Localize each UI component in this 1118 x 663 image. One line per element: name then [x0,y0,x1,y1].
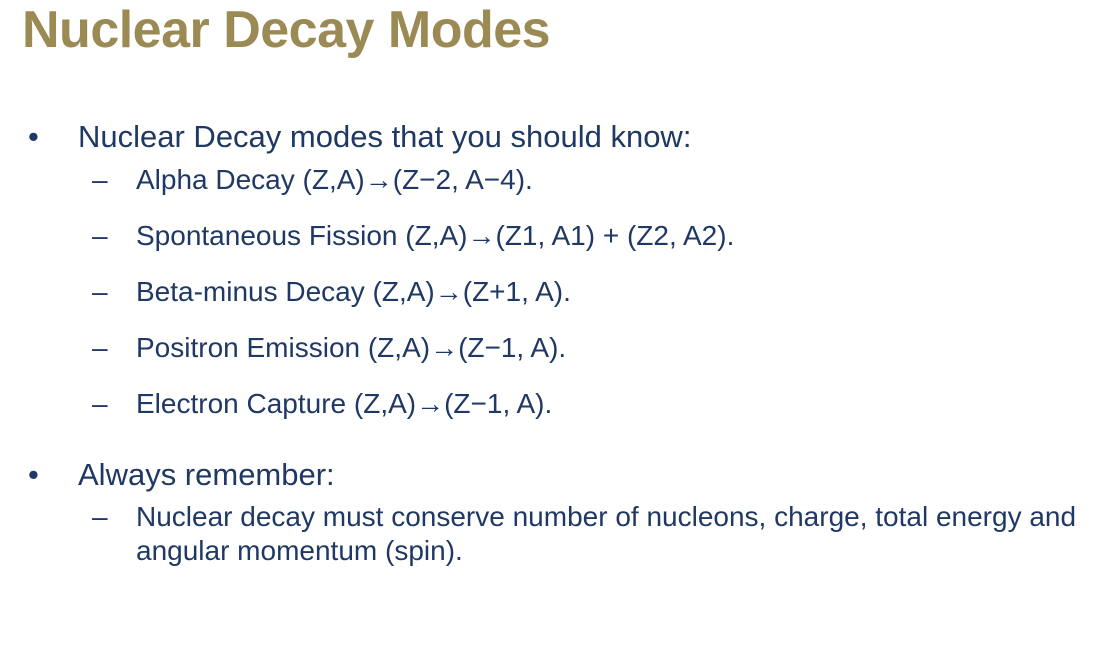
dash-glyph-icon: – [92,276,108,308]
sub-bullet-text: Electron Capture (Z,A)→(Z−1, A). [136,388,553,420]
spacer [0,444,1118,456]
bullet-text: Nuclear Decay modes that you should know: [78,119,692,154]
sub-bullet-text: Spontaneous Fission (Z,A)→(Z1, A1) + (Z2, A2). [136,219,735,251]
sub-bullet-text: Positron Emission (Z,A)→(Z−1, A). [136,332,567,364]
dash-glyph-icon: – [92,332,108,364]
dash-glyph-icon: – [92,388,108,420]
bullet-text: Always remember: [78,456,335,492]
sub-bullet-item [0,387,1118,421]
bullet-glyph-icon: • [28,119,39,154]
sub-bullet-item [0,219,1118,253]
bullet-glyph-icon: • [28,456,39,492]
slide-body [0,118,1118,569]
sub-bullet-text: Alpha Decay (Z,A)→(Z−2, A−4). [136,163,533,195]
dash-glyph-icon: – [92,501,108,533]
sub-bullet-text: Nuclear decay must conserve number of nucleons, charge, total energy and angular momentum (spin). [136,501,1077,567]
bullet-item-level1 [0,118,1118,157]
page-title: Nuclear Decay Modes [22,1,551,59]
sub-bullet-item [0,163,1118,197]
dash-glyph-icon: – [92,163,108,195]
sub-bullet-item [0,331,1118,365]
sub-bullet-text: Beta-minus Decay (Z,A)→(Z+1, A). [136,276,571,308]
sub-bullet-item [0,275,1118,309]
sub-bullet-item [0,500,1118,568]
dash-glyph-icon: – [92,219,108,251]
bullet-item-level1 [0,456,1118,495]
